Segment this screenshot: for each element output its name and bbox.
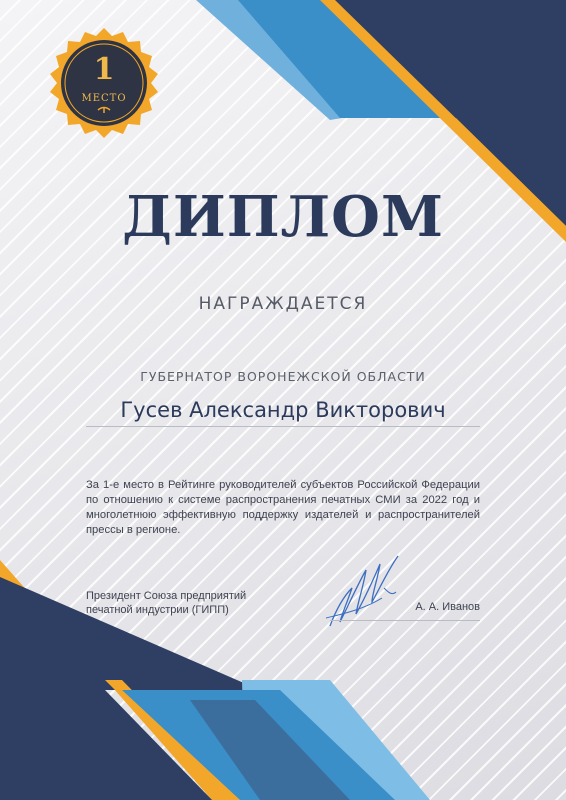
signer-name: А. А. Иванов (415, 601, 480, 613)
awarded-text: НАГРАЖДАЕТСЯ (198, 294, 368, 314)
award-reason: За 1-е место в Рейтинге руководителей субъектов Российской Федерации по отношению к системе распространения печатных СМИ за 2022 год и многолетнюю эффективную поддержку издателей и распространителей прессы в регионе. (86, 479, 480, 536)
recipient-name: Гусев Александр Викторович (86, 398, 480, 427)
recipient-role: ГУБЕРНАТОР ВОРОНЕЖСКОЙ ОБЛАСТИ (140, 369, 426, 384)
seal-number: 1 (93, 52, 115, 87)
issuer-block (86, 589, 296, 617)
issuer-line-2: печатной индустрии (ГИПП) (86, 604, 229, 616)
signature-line (330, 620, 480, 621)
issuer-line-1: Президент Союза предприятий (86, 590, 247, 602)
diploma-title: ДИПЛОМ (122, 184, 444, 250)
seal-label: МЕСТО (81, 93, 127, 104)
